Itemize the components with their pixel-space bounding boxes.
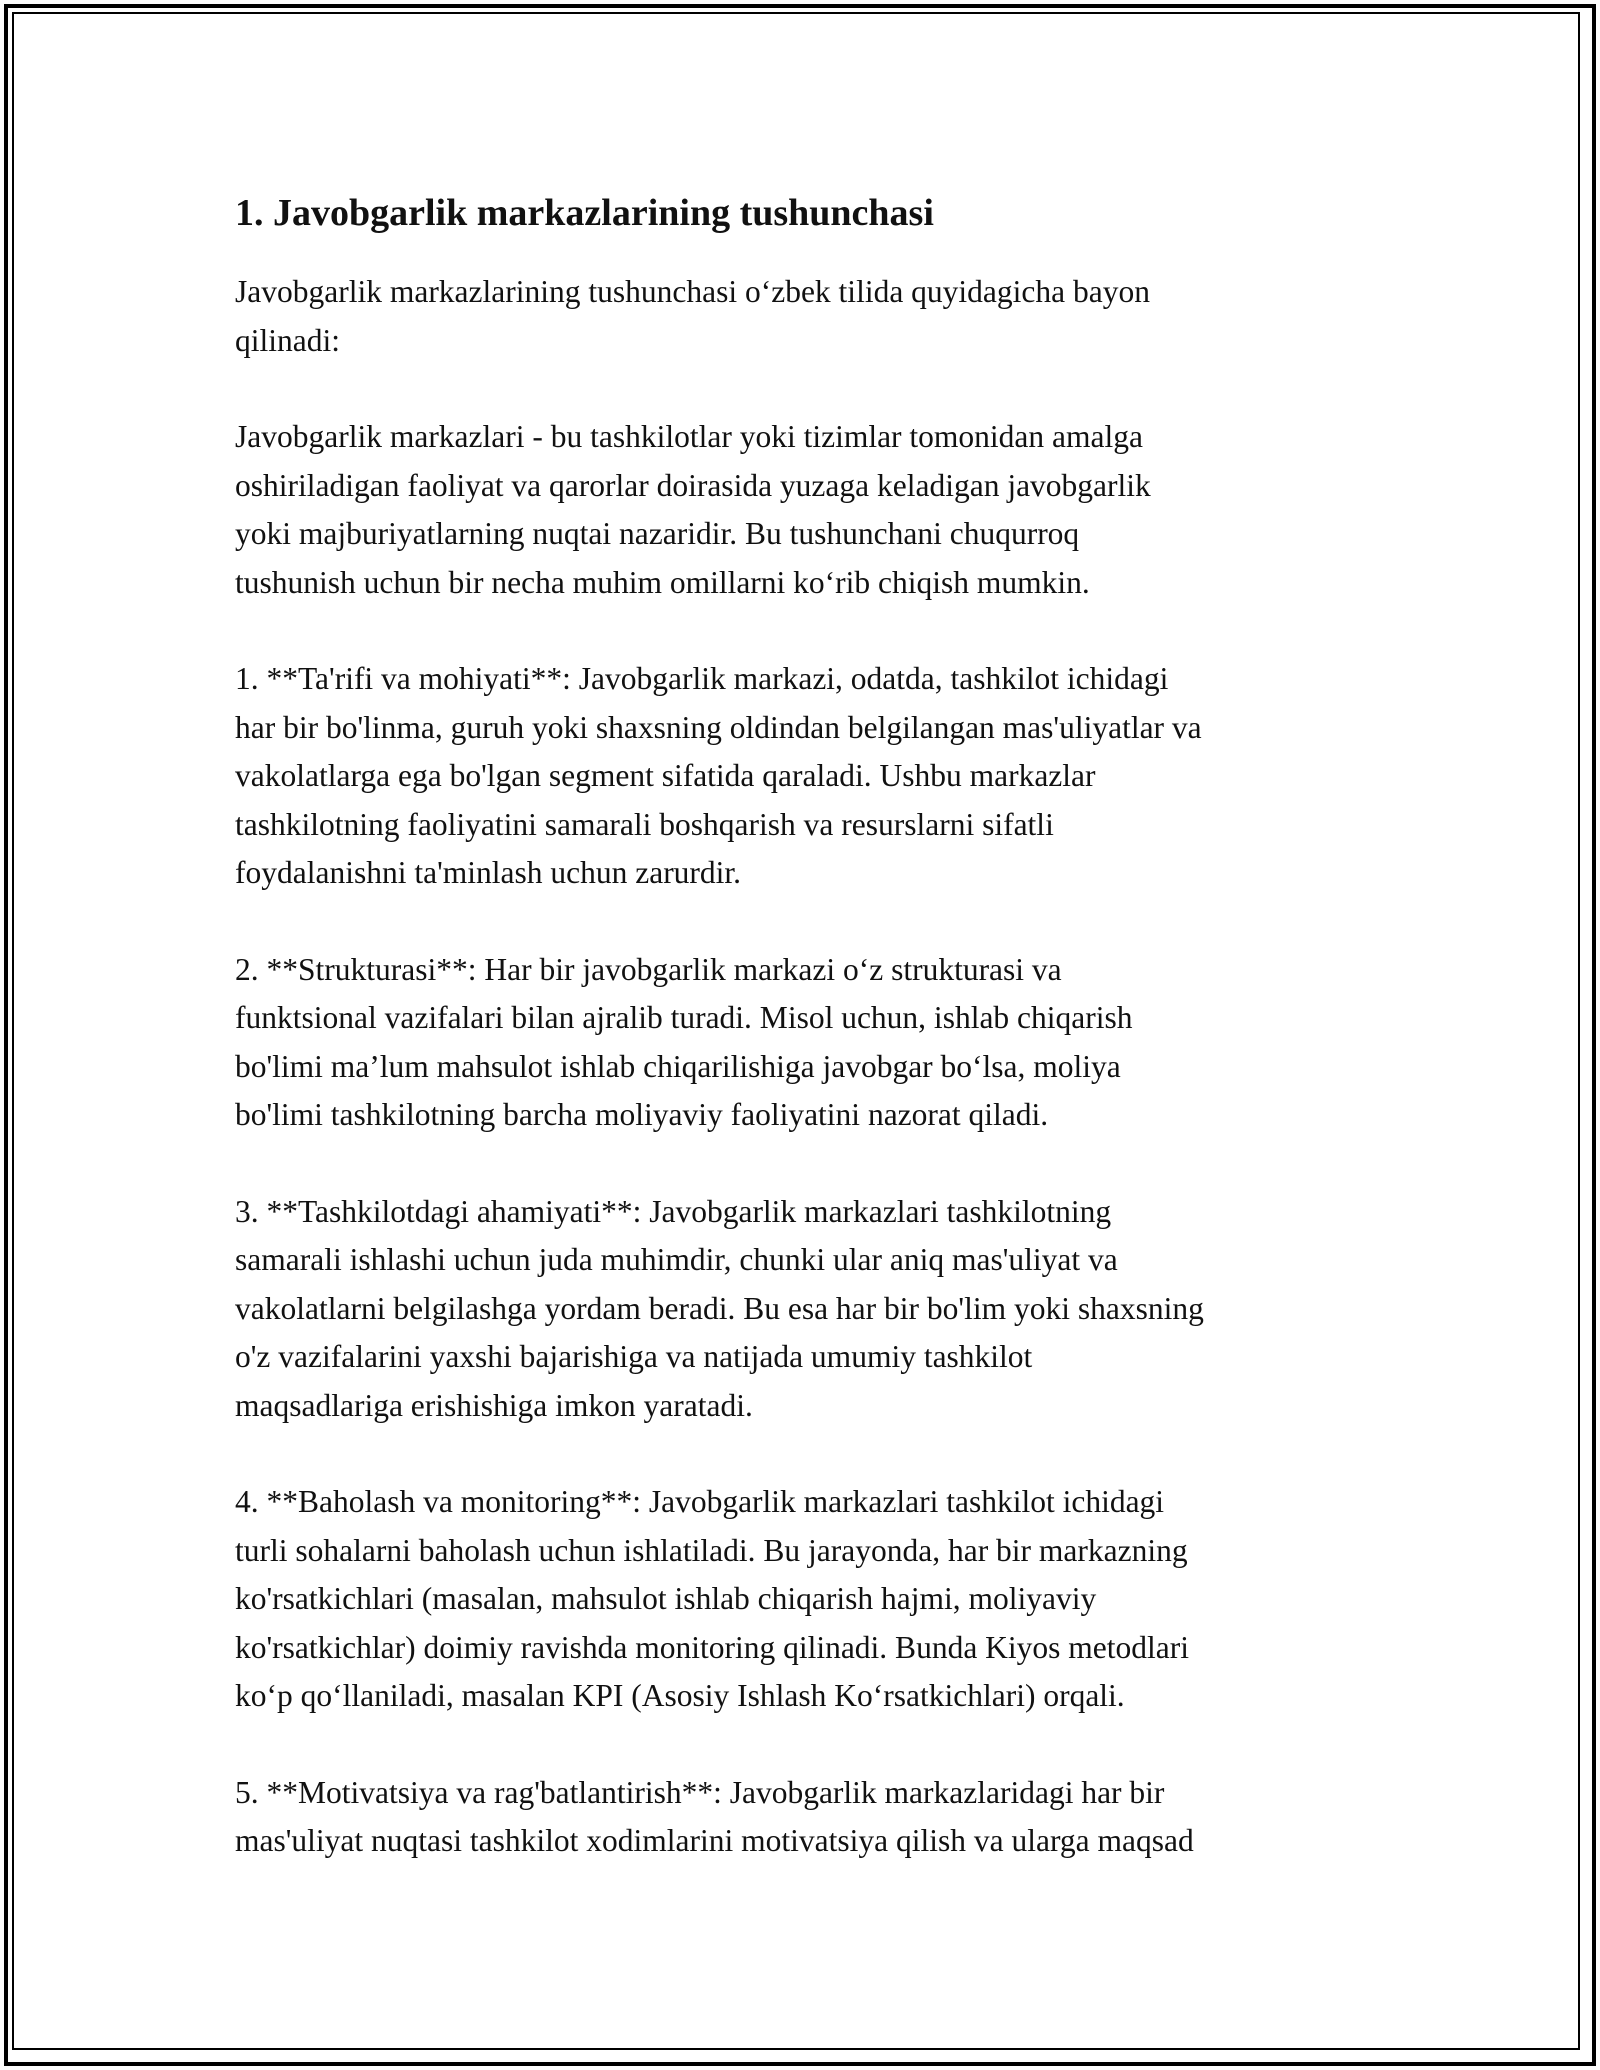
paragraph-item-4 <box>235 1478 1385 1721</box>
text-line: samarali ishlashi uchun juda muhimdir, chunki ular aniq mas'uliyat va <box>235 1242 1118 1277</box>
text-line: har bir bo'linma, guruh yoki shaxsning oldindan belgilangan mas'uliyatlar va <box>235 709 1202 745</box>
text-line: qilinadi: <box>235 322 340 358</box>
document-title: 1. Javobgarlik markazlarining tushunchasi <box>235 192 934 234</box>
text-line: funktsional vazifalari bilan ajralib turadi. Misol uchun, ishlab chiqarish <box>235 1000 1133 1035</box>
text-line: mas'uliyat nuqtasi tashkilot xodimlarini motivatsiya qilish va ularga maqsad <box>235 1823 1194 1858</box>
paragraph-item-5 <box>235 1769 1385 1866</box>
text-line: maqsadlariga erishishiga imkon yaratadi. <box>235 1387 753 1423</box>
text-line: ko'rsatkichlar) doimiy ravishda monitoring qilinadi. Bunda Kiyos metodlari <box>235 1629 1190 1665</box>
text-line: 3. **Tashkilotdagi ahamiyati**: Javobgarlik markazlari tashkilotning <box>235 1193 1112 1229</box>
paragraph-definition <box>235 413 1385 607</box>
text-line: tashkilotning faoliyatini samarali boshqarish va resurslarni sifatli <box>235 806 1054 842</box>
text-line: yoki majburiyatlarning nuqtai nazaridir. Bu tushunchani chuqurroq <box>235 516 1080 551</box>
text-line: ko‘p qo‘llaniladi, masalan KPI (Asosiy Ishlash Ko‘rsatkichlari) orqali. <box>235 1678 1125 1713</box>
text-line: vakolatlarga ega bo'lgan segment sifatida qaraladi. Ushbu markazlar <box>235 758 1096 793</box>
paragraph-intro <box>235 268 1385 365</box>
paragraph-item-2 <box>235 946 1385 1140</box>
text-line: 1. **Ta'rifi va mohiyati**: Javobgarlik markazi, odatda, tashkilot ichidagi <box>235 661 1169 696</box>
text-line: ko'rsatkichlari (masalan, mahsulot ishlab chiqarish hajmi, moliyaviy <box>235 1581 1097 1616</box>
text-line: 2. **Strukturasi**: Har bir javobgarlik markazi o‘z strukturasi va <box>235 951 1062 987</box>
text-line: vakolatlarni belgilashga yordam beradi. Bu esa har bir bo'lim yoki shaxsning <box>235 1290 1204 1326</box>
text-line: Javobgarlik markazlarining tushunchasi o‘zbek tilida quyidagicha bayon <box>235 274 1150 309</box>
paragraph-item-1 <box>235 655 1385 898</box>
text-line: o'z vazifalarini yaxshi bajarishiga va natijada umumiy tashkilot <box>235 1339 1033 1374</box>
text-line: 4. **Baholash va monitoring**: Javobgarlik markazlari tashkilot ichidagi <box>235 1484 1165 1519</box>
text-line: foydalanishni ta'minlash uchun zarurdir. <box>235 855 742 890</box>
text-line: bo'limi tashkilotning barcha moliyaviy faoliyatini nazorat qiladi. <box>235 1097 1049 1132</box>
text-line: Javobgarlik markazlari - bu tashkilotlar yoki tizimlar tomonidan amalga <box>235 419 1143 454</box>
text-line: 5. **Motivatsiya va rag'batlantirish**: Javobgarlik markazlaridagi har bir <box>235 1774 1165 1810</box>
text-line: turli sohalarni baholash uchun ishlatiladi. Bu jarayonda, har bir markazning <box>235 1532 1188 1568</box>
text-line: oshiriladigan faoliyat va qarorlar doirasida yuzaga keladigan javobgarlik <box>235 467 1151 503</box>
document-body <box>235 188 1385 1914</box>
paragraph-item-3 <box>235 1188 1385 1431</box>
text-line: tushunish uchun bir necha muhim omillarni ko‘rib chiqish mumkin. <box>235 564 1090 600</box>
text-line: bo'limi ma’lum mahsulot ishlab chiqarilishiga javobgar bo‘lsa, moliya <box>235 1048 1121 1084</box>
